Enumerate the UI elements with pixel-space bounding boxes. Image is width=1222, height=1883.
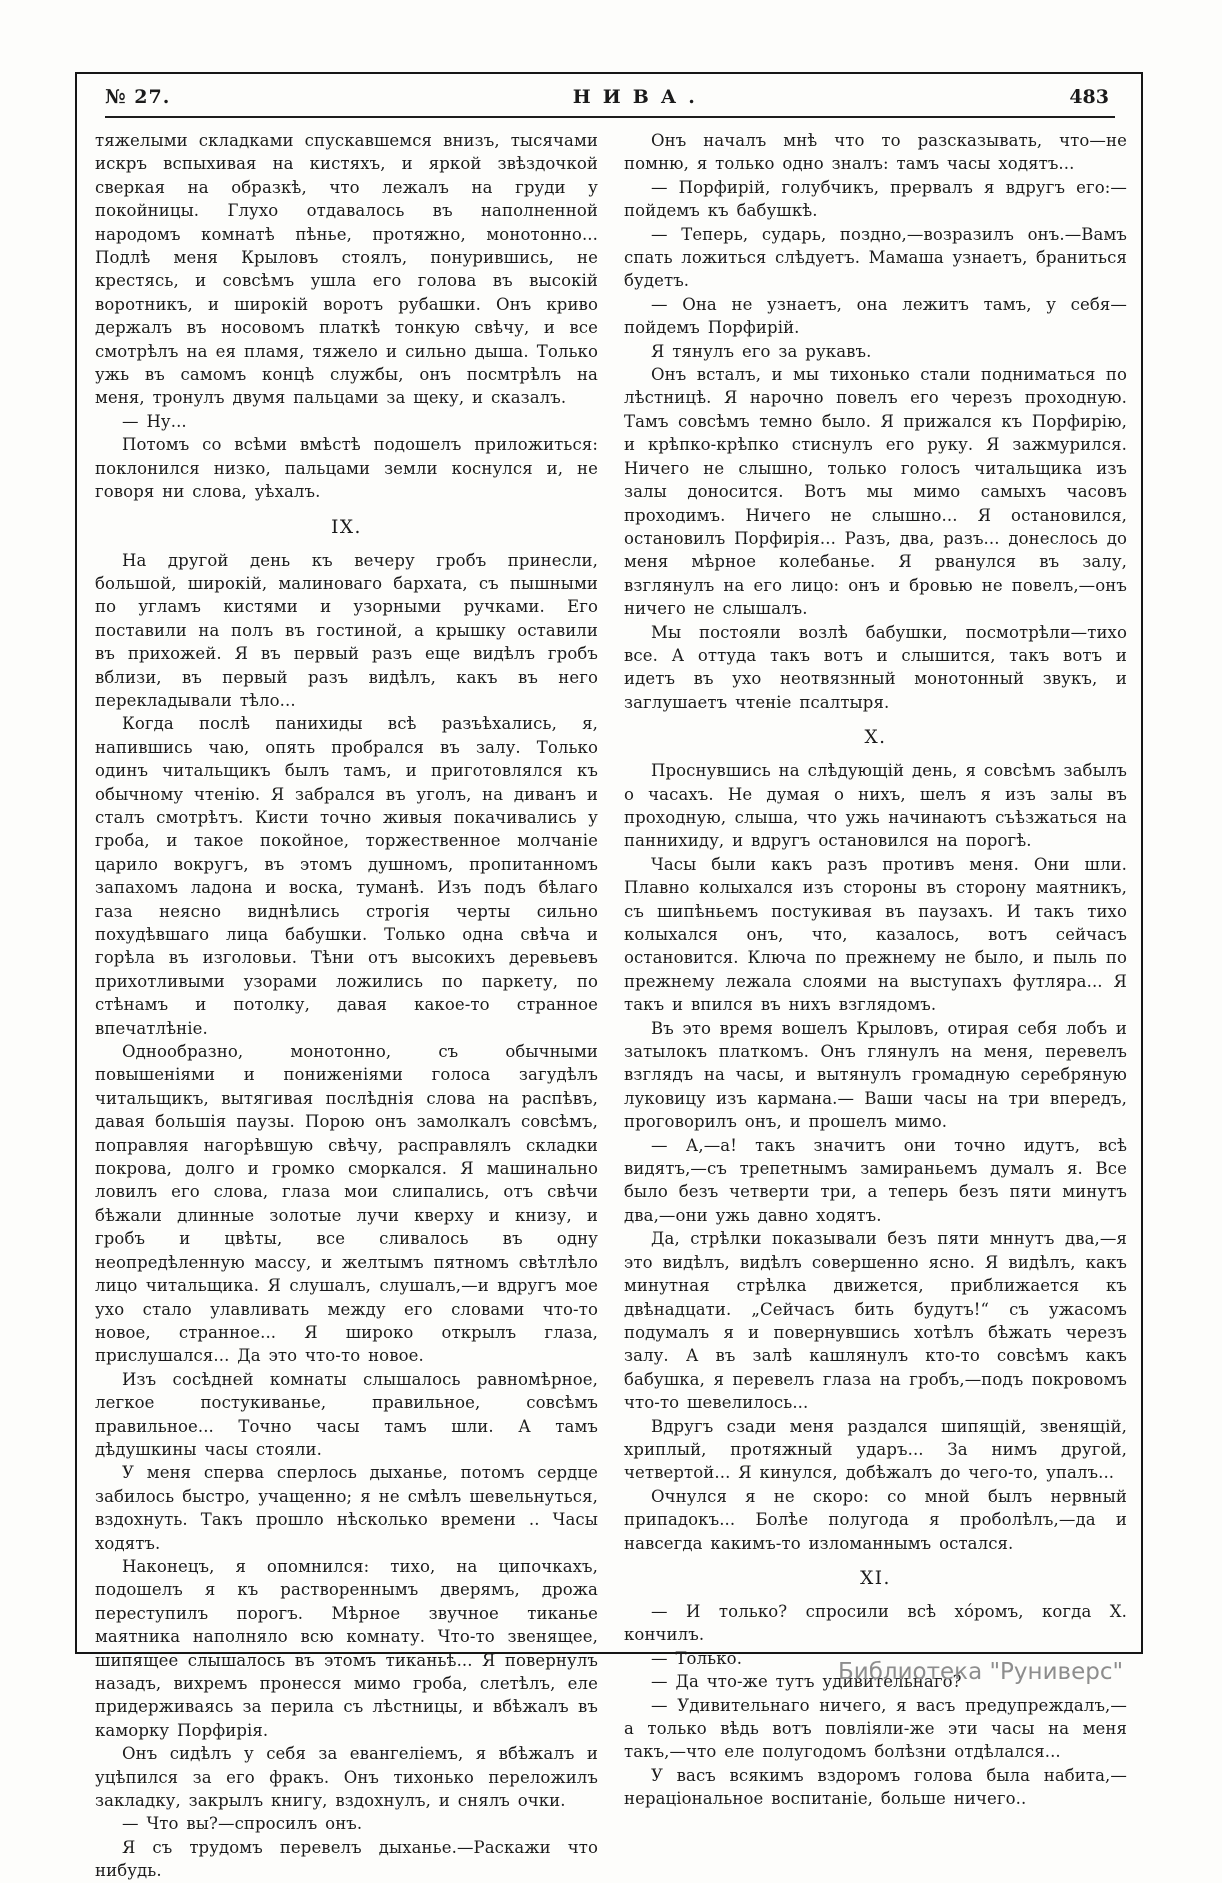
paragraph: — Да что-же тутъ удивительнаго? <box>651 1672 962 1692</box>
paragraph: Да, стрѣлки показывали безъ пяти мннутъ два,—я это видѣлъ, видѣлъ совершенно ясно. Я видѣлъ, какъ минутная стрѣлка движется, приближается къ двѣнадцати. „Сейчасъ бить будутъ!“ съ ужасомъ подумалъ я и повернувшись хотѣлъ бѣжать черезъ залу. А въ залѣ кашлянулъ кто-то совсѣмъ какъ бабушка, я перевелъ глаза на гробъ,—подъ покровомъ что-то шевелилось... <box>624 1229 1127 1413</box>
paragraph: — И только? спросили всѣ хóромъ, когда X. кончилъ. <box>624 1601 1127 1645</box>
paragraph: Мы постояли возлѣ бабушки, посмотрѣли—тихо все. А оттуда такъ вотъ и слышится, такъ вотъ и идетъ въ ухо неотвязнный монотонный звукъ, и заглушаетъ чтеніе псалтыря. <box>624 622 1127 712</box>
library-watermark: Библиотека "Руниверс" <box>838 1659 1124 1685</box>
paragraph: Когда послѣ панихиды всѣ разъѣхались, я, напившись чаю, опять пробрался въ залу. Только одинъ читальщикъ былъ тамъ, и приготовлялся къ обычному чтенію. Я забрался въ уголъ, на диванъ и сталъ смотрѣтъ. Кисти точно живыя покачивались у гроба, и такое покойное, торжественное молчаніе царило вокругъ, въ этомъ душномъ, пропитанномъ запахомъ ладона и воска, туманѣ. Изъ подъ бѣлаго газа неясно виднѣлись строгія черты сильно похудѣвшаго лица бабушки. Только одна свѣча и горѣла въ изголовьи. Тѣни отъ высокихъ деревьевъ прихотливыми узорами ложились по паркету, по стѣнамъ и потолку, давая какое-то странное впечатлѣніе. <box>95 714 598 1038</box>
left-column <box>95 129 598 1883</box>
text-columns <box>77 118 1141 1883</box>
paragraph: — Теперь, сударь, поздно,—возразилъ онъ.—Вамъ спать ложиться слѣдуетъ. Мамаша узнаетъ, браниться будетъ. <box>624 224 1127 291</box>
paragraph: Онъ началъ мнѣ что то разсказывать, что—не помню, я только одно зналъ: тамъ часы ходятъ... <box>624 131 1127 174</box>
page-header <box>77 74 1141 108</box>
paragraph: — Только. <box>651 1648 743 1668</box>
paragraph: Онъ сидѣлъ у себя за евангеліемъ, я вбѣжалъ и уцѣпился за его фракъ. Онъ тихонько переложилъ закладку, закрылъ книгу, вздохнулъ, и снялъ очки. <box>95 1744 598 1811</box>
paragraph: Я съ трудомъ перевелъ дыханье.—Раскажи что нибудь. <box>95 1837 598 1881</box>
paragraph: — Она не узнаетъ, она лежитъ тамъ, у себя—пойдемъ Порфирій. <box>624 294 1127 338</box>
paragraph: У васъ всякимъ вздоромъ голова была набита,—нераціональное воспитаніе, больше ничего.. <box>624 1765 1127 1809</box>
paragraph: У меня сперва сперлось дыханье, потомъ сердце забилось быстро, учащенно; я не смѣлъ шевельнуться, вздохнуть. Такъ прошло нѣсколько времени .. Часы ходятъ. <box>95 1463 598 1553</box>
paragraph: На другой день къ вечеру гробъ принесли, большой, широкій, малиноваго бархата, съ пышными по угламъ кистями и узорными ручками. Его поставили на полъ въ гостиной, а крышку оставили въ прихожей. Я въ первый разъ еще видѣлъ гробъ вблизи, въ первый разъ видѣлъ, какъ въ него перекладывали тѣло... <box>95 550 598 710</box>
paragraph: — Что вы?—спросилъ онъ. <box>122 1814 363 1834</box>
paragraph: — Порфирій, голубчикъ, прервалъ я вдругъ его:—пойдемъ къ бабушкѣ. <box>624 177 1127 221</box>
chapter-heading: XI. <box>860 1567 891 1589</box>
paragraph: — Ну... <box>122 411 187 431</box>
paragraph: Проснувшись на слѣдующій день, я совсѣмъ забылъ о часахъ. Не думая о нихъ, шелъ я изъ залы въ проходную, слыша, что ужь начинаютъ съѣзжаться на паннихиду, и вдругъ остановился на порогѣ. <box>624 761 1127 851</box>
chapter-heading: IX. <box>331 516 362 538</box>
paragraph: Наконецъ, я опомнился: тихо, на ципочкахъ, подошелъ я къ раствореннымъ дверямъ, дрожа переступилъ порогъ. Мѣрное звучное тиканье маятника наполняло всю комнату. Что-то звенящее, шипящее слышалось въ этомъ тиканьѣ... Я повернулъ назадъ, вихремъ пронесся мимо гроба, слетѣлъ, еле придерживаясь за перила съ лѣстницы, и вбѣжалъ въ каморку Порфирія. <box>95 1556 598 1740</box>
paragraph: Я тянулъ его за рукавъ. <box>651 341 872 361</box>
issue-number: № 27. <box>105 86 171 108</box>
magazine-title: НИВА. <box>572 86 707 108</box>
paragraph: — Удивительнаго ничего, я васъ предупреждалъ,— а только вѣдь вотъ повліяли-же эти часы на меня такъ,—что еле полугодомъ болѣзни отдѣлался... <box>624 1695 1127 1762</box>
right-column <box>624 129 1127 1883</box>
paragraph: тяжелыми складками спускавшемся внизъ, тысячами искръ вспыхивая на кистяхъ, и яркой звѣздочкой сверкая на образкѣ, что лежалъ на груди у покойницы. Глухо отдавалось въ наполненной народомъ комнатѣ пѣнье, протяжно, монотонно... Подлѣ меня Крыловъ стоялъ, понурившись, не крестясь, и совсѣмъ ушла его голова въ высокій воротникъ, и широкій воротъ рубашки. Онъ криво держалъ въ носовомъ платкѣ тонкую свѣчу, и все смотрѣлъ на ея пламя, тяжело и сильно дыша. Только ужь въ самомъ концѣ службы, онъ посмтрѣлъ на меня, тронулъ двумя пальцами за щеку, и сказалъ. <box>95 131 598 408</box>
paragraph: Онъ всталъ, и мы тихонько стали подниматься по лѣстницѣ. Я нарочно повелъ его черезъ проходную. Тамъ совсѣмъ темно было. Я прижался къ Порфирію, и крѣпко-крѣпко стиснулъ его руку. Я зажмурился. Ничего не слышно, только голосъ читальщика изъ залы доносится. Вотъ мы мимо самыхъ часовъ проходимъ. Ничего не слышно... Я остановился, остановилъ Порфирія... Разъ, два, разъ... донеслось до меня мѣрное колебанье. Я рванулся въ залу, взглянулъ на его лицо: онъ и бровью не повелъ,—онъ ничего не слышалъ. <box>624 365 1127 619</box>
paragraph: Вдругъ сзади меня раздался шипящій, звенящій, хриплый, протяжный ударъ... За нимъ другой, четвертой... Я кинулся, добѣжалъ до чего-то, упалъ... <box>624 1416 1127 1483</box>
page-number: 483 <box>1069 86 1109 108</box>
paragraph: Потомъ со всѣми вмѣстѣ подошелъ приложиться: поклонился низко, пальцами земли коснулся и, не говоря ни слова, уѣхалъ. <box>95 435 598 502</box>
chapter-heading: X. <box>864 727 887 749</box>
paragraph: Изъ сосѣдней комнаты слышалось равномѣрное, легкое постукиванье, правильное, совсѣмъ правильное... Точно часы тамъ шли. А тамъ дѣдушкины часы стояли. <box>95 1369 598 1459</box>
paragraph: Въ это время вошелъ Крыловъ, отирая себя лобъ и затылокъ платкомъ. Онъ глянулъ на меня, перевелъ взглядъ на часы, и вытянулъ громадную серебряную луковицу изъ кармана.— Ваши часы на три впередъ, проговорилъ онъ, и прошелъ мимо. <box>624 1018 1127 1132</box>
paragraph: Однообразно, монотонно, съ обычными повышеніями и пониженіями голоса загудѣлъ читальщикъ, вытягивая послѣднія слова на распѣвъ, давая большія паузы. Порою онъ замолкалъ совсѣмъ, поправляя нагорѣвшую свѣчу, расправлялъ складки покрова, долго и громко сморкался. Я машинально ловилъ его слова, глаза мои слипались, отъ свѣчи бѣжали длинные золотые лучи кверху и книзу, и гробъ и цвѣты, все сливалось въ одну неопредѣленную массу, и желтымъ пятномъ свѣтлѣло лицо читальщика. Я слушалъ, слушалъ,—и вдругъ мое ухо стало улавливать между его словами что-то новое, странное... Я широко открылъ глаза, прислушался... Да это что-то новое. <box>95 1042 598 1366</box>
paragraph: Очнулся я не скоро: со мной былъ нервный припадокъ... Болѣе полугода я проболѣлъ,—да и навсегда какимъ-то изломаннымъ остался. <box>624 1486 1127 1553</box>
paragraph: — А,—а! такъ значитъ они точно идутъ, всѣ видятъ,—съ трепетнымъ замираньемъ думалъ я. Все было безъ четверти три, а теперь безъ пяти минутъ два,—они ужь давно ходятъ. <box>624 1135 1127 1225</box>
paragraph: Часы были какъ разъ противъ меня. Они шли. Плавно колыхался изъ стороны въ сторону маятникъ, съ шипѣньемъ постукивая въ паузахъ. И такъ тихо колыхался онъ, что, казалось, вотъ сейчасъ остановится. Ключа по прежнему не было, и пыль по прежнему лежала слоями на выступахъ футляра... Я такъ и впился въ нихъ взглядомъ. <box>624 854 1127 1015</box>
